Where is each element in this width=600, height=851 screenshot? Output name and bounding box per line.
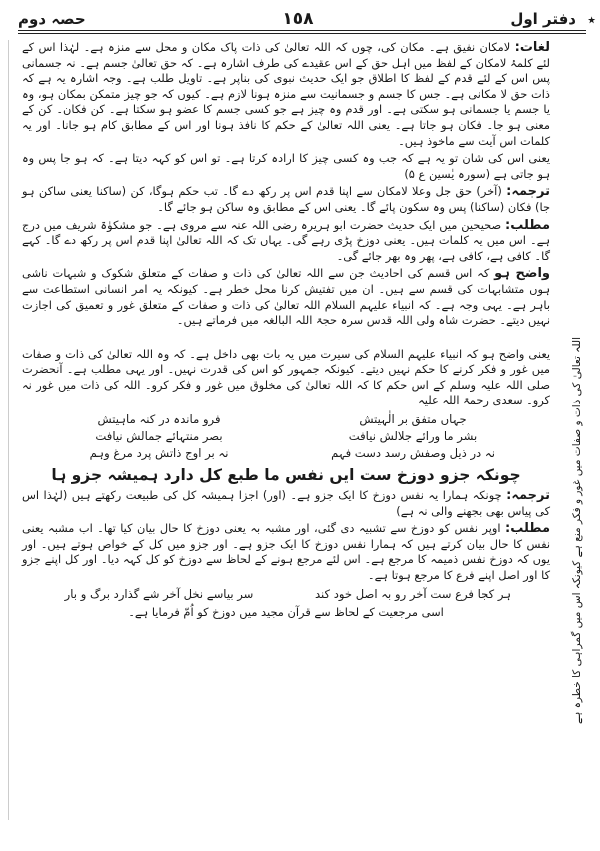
page-number: ١٥٨	[282, 9, 314, 29]
page-body	[22, 40, 550, 839]
paragraph-text: چونکہ ہمارا یہ نفس دوزخ کا ایک جزو ہے۔ (اور) اجزا ہمیشہ کل کی طبیعت رکھتے ہیں (لہٰذا اس کی پیاس بھی بجھنے والی نہ ہے)	[22, 488, 550, 518]
poem-hemistich: فرو ماندہ در کنہ ماہیتش	[97, 412, 221, 427]
poem-hemistich: بشر ما ورائے جلالش نیافت	[348, 429, 478, 444]
paragraph-text: صحیحین میں ایک حدیث حضرت ابو ہریرہ رضی اللہ عنہ سے مروی ہے۔ جو مشکوٰۃ شریف میں درج ہے۔ اس میں یہ کلمات ہیں۔ یعنی دوزخ پڑی رہے گی۔ یہاں تک کہ اللہ تعالیٰ اپنا قدم اس پر رکھ دے گا۔ کہے گا۔ کافی ہے، کافی ہے، پھر وہ بھر جائے گی۔	[22, 217, 550, 263]
poem-hemistich: نہ در ذیل وصفش رسد دست فہم	[331, 446, 495, 461]
poem-hemistich: جہاں متفق بر الٰہیتش	[359, 412, 467, 427]
closing-poem	[52, 586, 520, 603]
paragraph-text: یعنی واضح ہو کہ انبیاء علیہم السلام کی سیرت میں یہ بات بھی داخل ہے۔ کہ وہ اللہ تعالیٰ کی ذات و صفات میں غور و فکر کرنے کا حکم نہیں دیتے۔ کیونکہ جمہور کو اس کی قدرت نہیں۔ اور یہی مطلب ہے۔ آنحضرت صلی اللہ علیہ وسلم کے اس حکم کا کہ اللہ تعالیٰ کی مخلوق میں غور و فکر کرو۔ اللہ کی ذات میں غور نہ کرو۔ سعدی رحمۃ اللہ علیہ	[22, 346, 550, 408]
margin-note-text: اللہ تعالیٰ کی ذات و صفات میں غور و فکر منع ہے کیونکہ اس میں گمراہی کا خطرہ ہے	[571, 336, 583, 724]
margin-note	[560, 250, 594, 810]
poem-hemistich: نہ بر اوج ذاتش پرد مرغ وہم	[89, 446, 229, 461]
poem-hemistich: ہر کجا فرع ست آخر رو بہ اصل خود کند	[314, 586, 512, 601]
paragraph-verse-matlab	[22, 521, 550, 583]
paragraph-label: ترجمہ:	[506, 184, 551, 200]
page-header	[18, 6, 576, 32]
paragraph-label: مطلب:	[505, 521, 550, 537]
page-edge-divider	[8, 40, 12, 820]
corner-mark-icon: ٭	[587, 10, 596, 29]
poem-hemistich: سر بیاسے نخل آخر شے گذارد برگ و بار	[64, 586, 254, 601]
paragraph-text: کہ اس قسم کی احادیث جن سے اللہ تعالیٰ کی ذات و صفات کے متعلق شکوک و شبہات ناشی ہوں متشابہات کی قسم سے ہیں۔ ان میں تفتیش کرنا محل خطر ہے۔ کیونکہ یہ امر انسانی استطاعت سے باہر ہے۔ یہی وجہ ہے۔ کہ انبیاء علیہم السلام اللہ تعالیٰ کی ذات و صفات کے متعلق غور و تعمیق کی اجازت نہیں دیتے۔ حضرت شاہ ولی اللہ قدس سرہ حجۃ اللہ البالغہ میں فرماتے ہیں۔	[22, 266, 550, 328]
left-running-title: حصہ دوم	[18, 10, 86, 28]
paragraph-text: (آخر) حق جل وعلا لامکان سے اپنا قدم اس پر رکھ دے گا۔ تب حکم ہوگا، کن (ساکنا یعنی ساکن ہو جا) فکان (ساکنا) پس وہ سکون پائے گا۔ یعنی اس کے مطابق وہ ساکن ہو جائے گا۔	[22, 184, 550, 214]
paragraph-label: واضح ہو	[494, 266, 551, 282]
poem-hemistich: بصر منتہائے جمالش نیافت	[95, 429, 223, 444]
main-verse: چونکہ جزو دوزخ ست ایں نفس ما طبع کل دارد ہمیشہ جزو ہا	[51, 466, 521, 485]
paragraph-ayat	[22, 151, 550, 182]
header-rule-double	[18, 33, 586, 34]
paragraph-text: لامکان نفیق ہے۔ مکان کی، چوں کہ اللہ تعالیٰ کی ذات پاک مکان و محل سے منزہ ہے۔ لہٰذا اس کے لئے کلمۂ لامکان کے لفظ میں اہل حق کے اس عقیدے کی طرف اشارہ ہے۔ کہ حق تعالیٰ جسم ہے۔ نہ جسمانی پس اس کے لئے قدم کے لفظ کا اطلاق جو ایک حدیث نبوی کی بناپر ہے۔ تاویل طلب ہے۔ وجہ اشارہ یہ ہے کہ ذات حق لا مکانی ہے۔ جس کا جسم و جسمانیت سے منزہ ہونا لازم ہے۔ کیوں کہ جو چیز متمکن بمکان ہو، وہ یا جسم یا جسمانی ہو سکتی ہے۔ اور قدم وہ چیز ہے جو کسی جسم کا عضو ہو سکتا ہے۔ کن فکان۔ کن کے معنی ہو جا۔ فکان ہو جاتا ہے۔ یعنی اللہ تعالیٰ کے حکم کا نافذ ہونا اور اس کے مطابق کام ہو جانا۔ اور یہ کلمات اس آیت سے ماخوذ ہیں۔	[22, 40, 550, 148]
paragraph-label: لغات:	[514, 40, 551, 55]
paragraph-label: ترجمہ:	[506, 488, 551, 504]
paragraph-tarjuma	[22, 184, 550, 215]
paragraph-label: مطلب:	[505, 217, 550, 233]
spacer	[22, 331, 550, 347]
right-running-title: دفتر اول	[510, 10, 576, 28]
paragraph-wazeh	[22, 266, 550, 328]
paragraph-verse-tarjuma	[22, 488, 550, 519]
paragraph-matlab	[22, 218, 550, 265]
paragraph-lughat	[22, 40, 550, 149]
paragraph-text: یعنی اس کی شان تو یہ ہے کہ جب وہ کسی چیز کا ارادہ کرتا ہے۔ تو اس کو کہہ دیتا ہے۔ کہ ہو جا پس وہ ہو جاتی ہے (سورہ یٰسین ع ۵)	[22, 151, 550, 181]
final-line	[22, 605, 550, 621]
header-rule	[18, 30, 586, 31]
paragraph-seerat	[22, 347, 550, 409]
persian-poem	[52, 411, 520, 462]
paragraph-text: اسی مرجعیت کے لحاظ سے قرآن مجید میں دوزخ کو اُمّ فرمایا ہے۔	[128, 604, 444, 619]
paragraph-text: اوپر نفس کو دوزخ سے تشبیہ دی گئی، اور مشبہ بہ یعنی دوزخ کا حال بیان کیا تھا۔ اب مشبہ یعنی نفس کا حال بیان کرتے ہیں کہ ہمارا نفس دوزخ کا ایک جزو ہے۔ اور جزو میں کل کے خواص ہوتے ہیں۔ اور یوں کہ دوزخ نفس ذمیمہ کا مرجع ہے۔ اس لئے مرجع ہونے کے لحاظ سے دوزخ کو کل کہہ دیا۔ اور کل اپنے جزو کا اور اصل اپنے فرع کا مرجع ہوتا ہے۔	[22, 521, 550, 583]
